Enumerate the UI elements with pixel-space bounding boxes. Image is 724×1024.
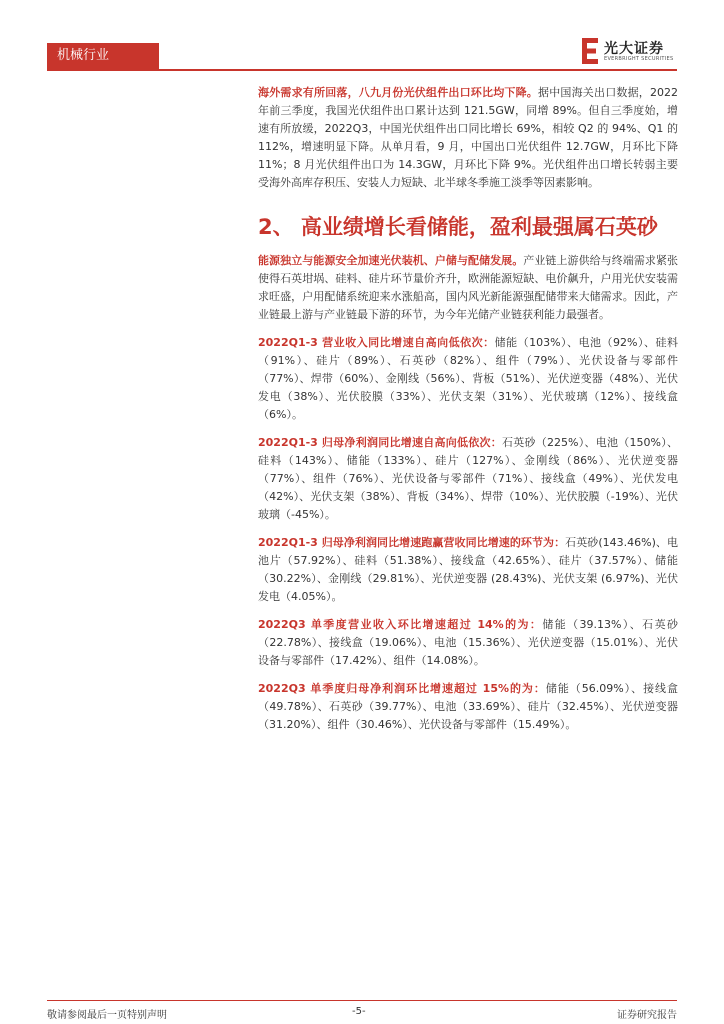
industry-tag (47, 43, 159, 69)
paragraph-text: 储能（39.13%）、石英砂（22.78%）、接线盒（19.06%）、电池（15.36%）、光伏逆变器（15.01%）、光伏设备与零部件（17.42%）、组件（14.08%）。 (258, 618, 678, 667)
paragraph-highlight: 海外需求有所回落，八九月份光伏组件出口环比均下降。 (258, 86, 538, 99)
paragraph-energy (258, 252, 678, 324)
company-logo (582, 36, 682, 68)
paragraph-text: 储能（103%）、电池（92%）、硅料（91%）、硅片（89%）、石英砂（82%）、组件（79%）、光伏设备与零部件（77%）、焊带（60%）、金刚线（56%）、背板（51%）、光伏逆变器（48%）、光伏发电（38%）、光伏胶膜（33%）、光伏支架（31%）、光伏玻璃（12%）、接线盒（6%）。 (258, 336, 678, 421)
paragraph-text: 储能（56.09%）、接线盒（49.78%）、石英砂（39.77%）、电池（33.69%）、硅片（32.45%）、光伏逆变器（31.20%）、组件（30.46%）、光伏设备与零部件（15.49%）。 (258, 682, 678, 731)
section-title: 2、 高业绩增长看储能，盈利最强属石英砂 (258, 215, 658, 239)
paragraph-highlight: 2022Q3 单季度归母净利润环比增速超过 15%的为： (258, 682, 546, 695)
header-divider (47, 69, 677, 71)
paragraph-highlight: 能源独立与能源安全加速光伏装机、户储与配储发展。 (258, 254, 524, 267)
footer-doc-type: 证券研究报告 (617, 1010, 677, 1021)
report-body (258, 84, 678, 744)
footer-disclaimer: 敬请参阅最后一页特别声明 (47, 1010, 167, 1021)
logo-english-name: EVERBRIGHT SECURITIES (604, 56, 674, 62)
paragraph-highlight: 2022Q1-3 归母净利润同比增速自高向低依次： (258, 436, 503, 449)
paragraph-text: 石英砂（225%）、电池（150%）、硅料（143%）、储能（133%）、硅片（127%）、金刚线（86%）、光伏逆变器（77%）、组件（76%）、光伏设备与零部件（71%）、接线盒（49%）、光伏发电（42%）、光伏支架（38%）、背板（34%）、焊带（10%）、光伏胶膜（-19%）、光伏玻璃（-45%）。 (258, 436, 678, 521)
paragraph-export (258, 84, 678, 192)
paragraph-revenue-growth (258, 334, 678, 424)
logo-name: 光大证券 (604, 41, 664, 57)
everbright-logo-icon (582, 38, 598, 64)
paragraph-text: 石英砂(143.46%)、电池片（57.92%）、硅料（51.38%）、接线盒（42.65%）、硅片（37.57%）、储能（30.22%）、金刚线（29.81%）、光伏逆变器 (28.43%)、光伏支架 (6.97%)、光伏发电（4.05%）。 (258, 536, 679, 603)
paragraph-q3-revenue (258, 616, 678, 670)
paragraph-profit-vs-revenue (258, 534, 678, 606)
paragraph-highlight: 2022Q1-3 营业收入同比增速自高向低依次： (258, 336, 495, 349)
page-number: -5- (352, 1006, 366, 1017)
paragraph-text: 据中国海关出口数据，2022 年前三季度，我国光伏组件出口累计达到 121.5GW，同增 89%。但自三季度始，增速有所放缓，2022Q3，中国光伏组件出口同比增长 69%，相较 Q2 的 94%、Q1 的 112%，增速明显下降。从单月看，9 月，中国出口光伏组件 12.7GW，月环比下降 11%；8 月光伏组件出口为 14.3GW，月环比下降 9%。光伏组件出口增长转弱主要受海外高库存积压、安装人力短缺、北半球冬季施工淡季等因素影响。 (258, 86, 678, 189)
paragraph-highlight: 2022Q1-3 归母净利润同比增速跑赢营收同比增速的环节为： (258, 536, 566, 549)
paragraph-q3-profit (258, 680, 678, 734)
paragraph-profit-growth (258, 434, 678, 524)
industry-label: 机械行业 (57, 48, 110, 63)
footer-divider (47, 1000, 677, 1001)
paragraph-text: 产业链上游供给与终端需求紧张使得石英坩埚、硅料、硅片环节量价齐升，欧洲能源短缺、电价飙升，户用光伏安装需求旺盛，户用配储系统迎来水涨船高，国内风光新能源强配储带来大储需求。因此，产业链最上游与产业链最下游的环节，为今年光储产业链获利能力最强者。 (258, 254, 678, 321)
paragraph-highlight: 2022Q3 单季度营业收入环比增速超过 14%的为： (258, 618, 543, 631)
